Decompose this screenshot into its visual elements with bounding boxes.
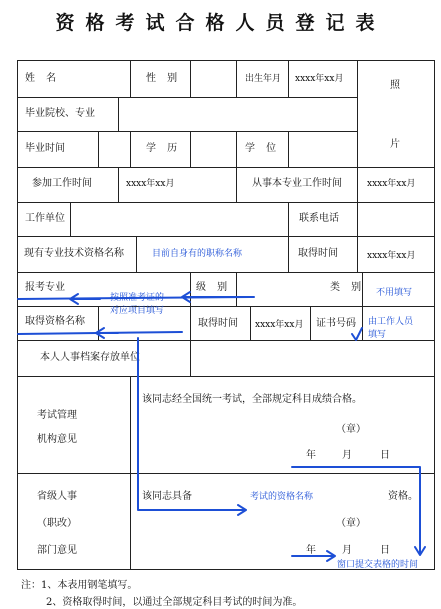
connector-line — [138, 338, 246, 515]
current-title-label: 现有专业技术资格名称 — [24, 248, 124, 259]
cert-note-line1: 由工作人员 — [368, 317, 414, 327]
photo-label-bottom: 片 — [390, 139, 400, 150]
exam-mgmt-month: 月 — [342, 450, 352, 461]
birth-label: 出生年月 — [245, 74, 282, 84]
name-label: 姓 名 — [25, 73, 61, 84]
qual-name-arrow — [96, 328, 118, 338]
form-title: 资格考试合格人员登记表 — [55, 12, 386, 34]
employer-label: 工作单位 — [25, 213, 65, 224]
education-label: 学 历 — [146, 143, 182, 154]
grad-time-label: 毕业时间 — [25, 143, 65, 154]
prov-statement-end: 资格。 — [388, 491, 418, 502]
obtain-time-value: xxxx年xx月 — [367, 251, 416, 261]
exam-mgmt-day: 日 — [380, 450, 390, 461]
qual-time-value: xxxx年xx月 — [255, 320, 304, 330]
exam-mgmt-statement: 该同志经全国统一考试，全部规定科目成绩合格。 — [142, 394, 362, 405]
prov-label-line1: 省级人事 — [37, 491, 77, 502]
exam-major-note-line2: 对应项目填写 — [110, 306, 165, 316]
submit-time-line — [292, 467, 425, 555]
prov-day: 日 — [380, 545, 390, 556]
major-work-label: 从事本专业工作时间 — [252, 178, 342, 189]
exam-mgmt-year: 年 — [306, 450, 316, 461]
prov-statement-start: 该同志具备 — [142, 491, 192, 502]
phone-label: 联系电话 — [299, 213, 339, 224]
footer-note-1: 注：1、本表用钢笔填写。 — [21, 580, 138, 591]
category-label: 类 别 — [330, 282, 366, 293]
qual-time-label: 取得时间 — [198, 318, 238, 329]
exam-mgmt-label-line1: 考试管理 — [37, 410, 77, 421]
cert-no-label: 证书号码 — [316, 318, 356, 329]
cert-note-line2: 填写 — [368, 330, 387, 340]
qual-name-label: 取得资格名称 — [25, 316, 85, 327]
submit-time-note: 窗口提交表格的时间 — [337, 560, 419, 570]
current-title-note: 目前自身有的职称名称 — [152, 249, 243, 259]
exam-major-label: 报考专业 — [25, 282, 65, 293]
submit-time-arrow — [292, 551, 335, 561]
work-start-label: 参加工作时间 — [32, 178, 92, 189]
check-mark — [352, 328, 362, 340]
prov-label-line3: 部门意见 — [37, 545, 77, 556]
prov-seal: （章） — [336, 518, 366, 529]
major-work-value: xxxx年xx月 — [367, 179, 416, 189]
archive-label: 本人人事档案存放单位 — [40, 352, 140, 363]
category-note: 不用填写 — [376, 288, 413, 298]
prov-label-line2: （职改） — [37, 518, 77, 529]
prov-year: 年 — [306, 545, 316, 556]
work-start-value: xxxx年xx月 — [126, 179, 175, 189]
photo-label-top: 照 — [390, 80, 400, 91]
level-arrow — [182, 292, 254, 302]
prov-statement-note: 考试的资格名称 — [250, 492, 314, 502]
exam-major-arrow — [70, 294, 100, 304]
exam-mgmt-seal: （章） — [336, 424, 366, 435]
birth-value: xxxx年xx月 — [295, 74, 344, 84]
degree-label: 学 位 — [245, 143, 281, 154]
prov-month: 月 — [342, 545, 352, 556]
exam-major-note-line1: 按照准考证的 — [110, 293, 165, 303]
school-label: 毕业院校、专业 — [25, 108, 95, 119]
exam-mgmt-label-line2: 机构意见 — [37, 434, 77, 445]
gender-label: 性 别 — [146, 73, 182, 84]
level-label: 级 别 — [196, 282, 232, 293]
obtain-time-label: 取得时间 — [298, 248, 338, 259]
footer-note-2: 2、资格取得时间，以通过全部规定科目考试的时间为准。 — [46, 597, 303, 608]
